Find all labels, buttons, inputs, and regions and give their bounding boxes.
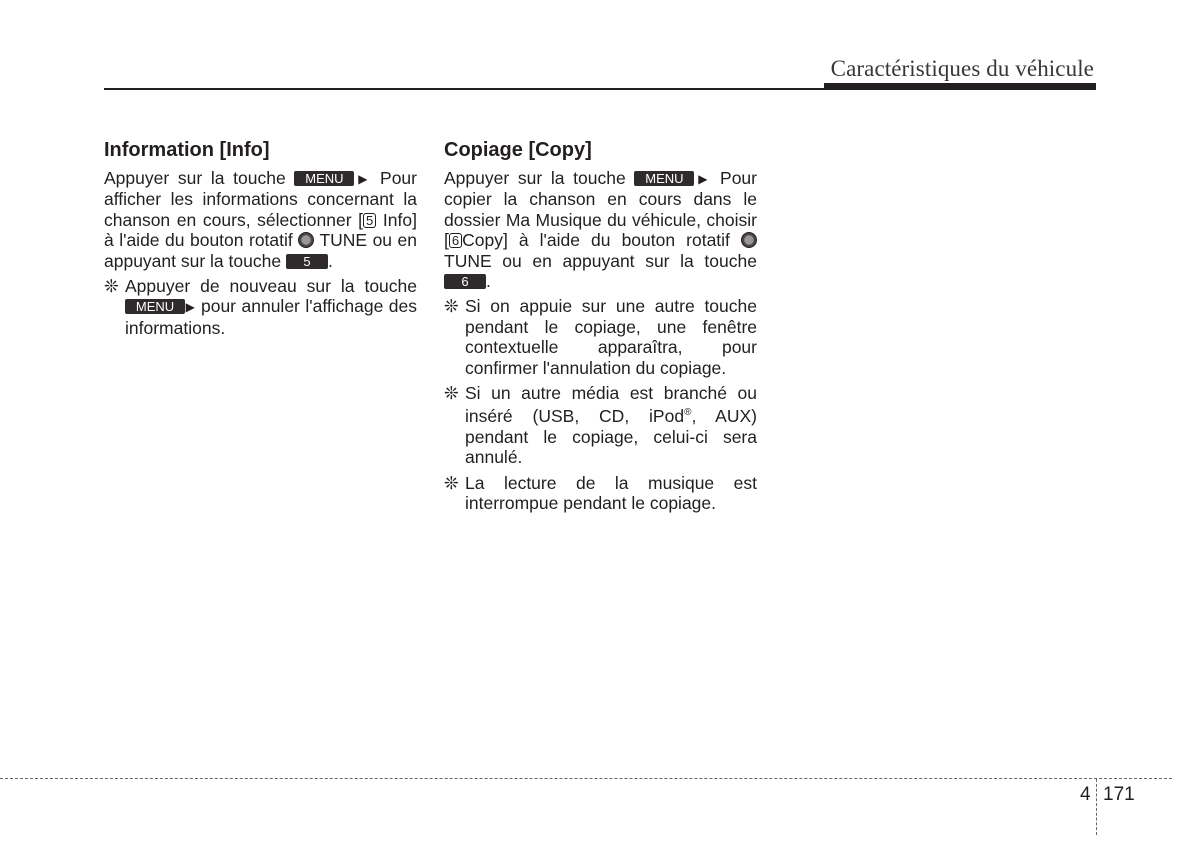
text: Pour copier la chanson en cours dans le dossier Ma Musique du véhicule, choisir [ [444,168,757,251]
note-text [465,383,757,467]
numbered-box-icon: 5 [363,213,376,228]
page-number: 171 [1103,784,1135,805]
tune-label: TUNE [319,230,368,251]
text: , AUX) pendant le copiage, celui-ci sera annulé. [465,406,757,468]
text: pour annuler l'affichage des informations. [125,296,417,338]
note-mark-icon: ❊ [444,383,459,404]
note [104,276,417,338]
text: Info] à l'aide du bouton rotatif [104,209,417,251]
registered-mark: ® [684,407,692,419]
tune-knob-icon [741,232,757,248]
footer-divider [0,778,1172,779]
tune-knob-icon [298,232,314,248]
tune-label: TUNE [444,250,492,271]
text: Copy] à l'aide du bouton rotatif [462,230,730,251]
text: ou en appuyant sur la touche [502,250,757,271]
chapter-number: 4 [1080,784,1091,805]
section-heading: Information [Info] [104,139,270,161]
key-6-icon: 6 [444,274,486,289]
note-text: La lecture de la musique est interrompue pendant le copiage. [465,472,757,513]
section-heading: Copiage [Copy] [444,139,592,161]
section-copy [444,137,757,518]
text: ou en appuyant sur la touche [104,230,417,271]
note-mark-icon: ❊ [444,296,459,317]
text: Pour afficher les informations concernant la chanson en cours, sélectionner [ [104,168,417,230]
note-text: Si on appuie sur une autre touche pendant le copiage, une fenêtre contextuelle apparaîtra, pour confirmer l'annulation du copiage. [465,296,757,378]
text: Appuyer sur la touche [104,168,286,188]
arrow-right-icon: ▶ [185,300,196,315]
menu-key-icon: MENU [634,171,694,186]
section-information [104,137,417,343]
arrow-right-icon: ▶ [694,172,712,186]
note [444,383,757,467]
note [444,296,757,378]
note-mark-icon: ❊ [444,472,459,493]
note [444,473,757,514]
text: Si un autre média est branché ou inséré (USB, CD, iPod [465,383,757,427]
footer-vertical-divider [1096,779,1097,835]
text: Appuyer de nouveau sur la touche [125,276,417,297]
text: . [327,250,333,271]
paragraph [104,168,417,271]
numbered-box-icon: 6 [449,233,462,248]
header-rule-accent [824,83,1096,90]
paragraph [444,168,757,291]
key-5-icon: 5 [286,254,328,269]
menu-key-icon: MENU [294,171,354,186]
note-text [125,276,417,338]
menu-key-icon: MENU [125,299,185,314]
page-header-title: Caractéristiques du véhicule [830,56,1094,81]
arrow-right-icon: ▶ [354,172,372,186]
note-mark-icon: ❊ [104,276,119,297]
text: . [486,271,491,292]
text: Appuyer sur la touche [444,168,626,188]
